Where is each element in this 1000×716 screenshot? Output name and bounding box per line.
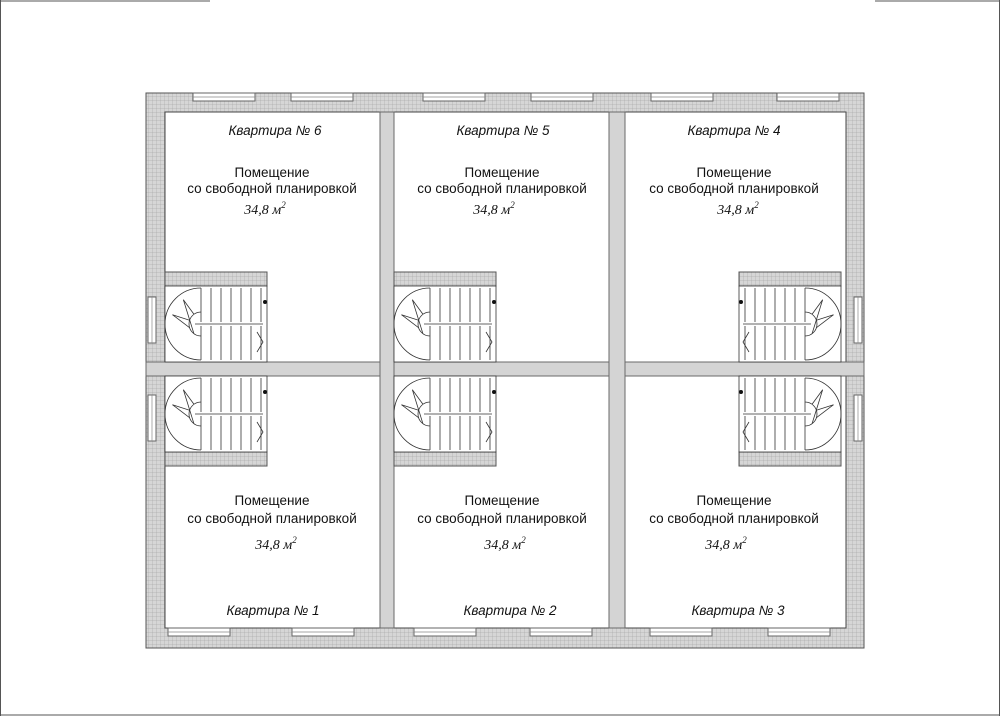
window [777, 93, 839, 101]
room-type-label: со свободной планировкой [417, 511, 587, 526]
window [531, 93, 593, 101]
apartment-label: Квартира № 6 [228, 123, 322, 138]
window [292, 628, 354, 636]
apartment-label: Квартира № 5 [456, 123, 550, 138]
staircase [739, 272, 841, 362]
room-type-label: со свободной планировкой [649, 181, 819, 196]
room-type-label: со свободной планировкой [187, 181, 357, 196]
area-label: 34,8 $м^2$ [717, 200, 759, 218]
window [854, 395, 862, 441]
window [530, 628, 592, 636]
room-type-label: со свободной планировкой [417, 181, 587, 196]
staircase [394, 376, 496, 466]
room-type-label: Помещение [464, 493, 540, 508]
staircase [165, 376, 267, 466]
window [423, 93, 485, 101]
window [414, 628, 476, 636]
apartment-label: Квартира № 4 [687, 123, 781, 138]
room-type-label: со свободной планировкой [649, 511, 819, 526]
area-label: 34,8 $м^2$ [484, 535, 526, 553]
window [650, 628, 712, 636]
window [193, 93, 255, 101]
window [148, 297, 156, 343]
apartment-label: Квартира № 1 [226, 603, 320, 618]
room-type-label: Помещение [464, 165, 540, 180]
room-type-label: Помещение [234, 493, 310, 508]
room-type-label: Помещение [696, 165, 772, 180]
apartment-label: Квартира № 2 [463, 603, 557, 618]
window [854, 297, 862, 343]
window [148, 395, 156, 441]
window [291, 93, 353, 101]
area-label: 34,8 $м^2$ [255, 535, 297, 553]
staircase [165, 272, 267, 362]
window [168, 628, 230, 636]
area-label: 34,8 $м^2$ [705, 535, 747, 553]
room-type-label: Помещение [696, 493, 772, 508]
area-label: 34,8 $м^2$ [244, 200, 286, 218]
apartment-label: Квартира № 3 [691, 603, 785, 618]
window [768, 628, 830, 636]
staircase [739, 376, 841, 466]
room-type-label: со свободной планировкой [187, 511, 357, 526]
area-label: 34,8 $м^2$ [473, 200, 515, 218]
window [651, 93, 713, 101]
room-type-label: Помещение [234, 165, 310, 180]
staircase [394, 272, 496, 362]
